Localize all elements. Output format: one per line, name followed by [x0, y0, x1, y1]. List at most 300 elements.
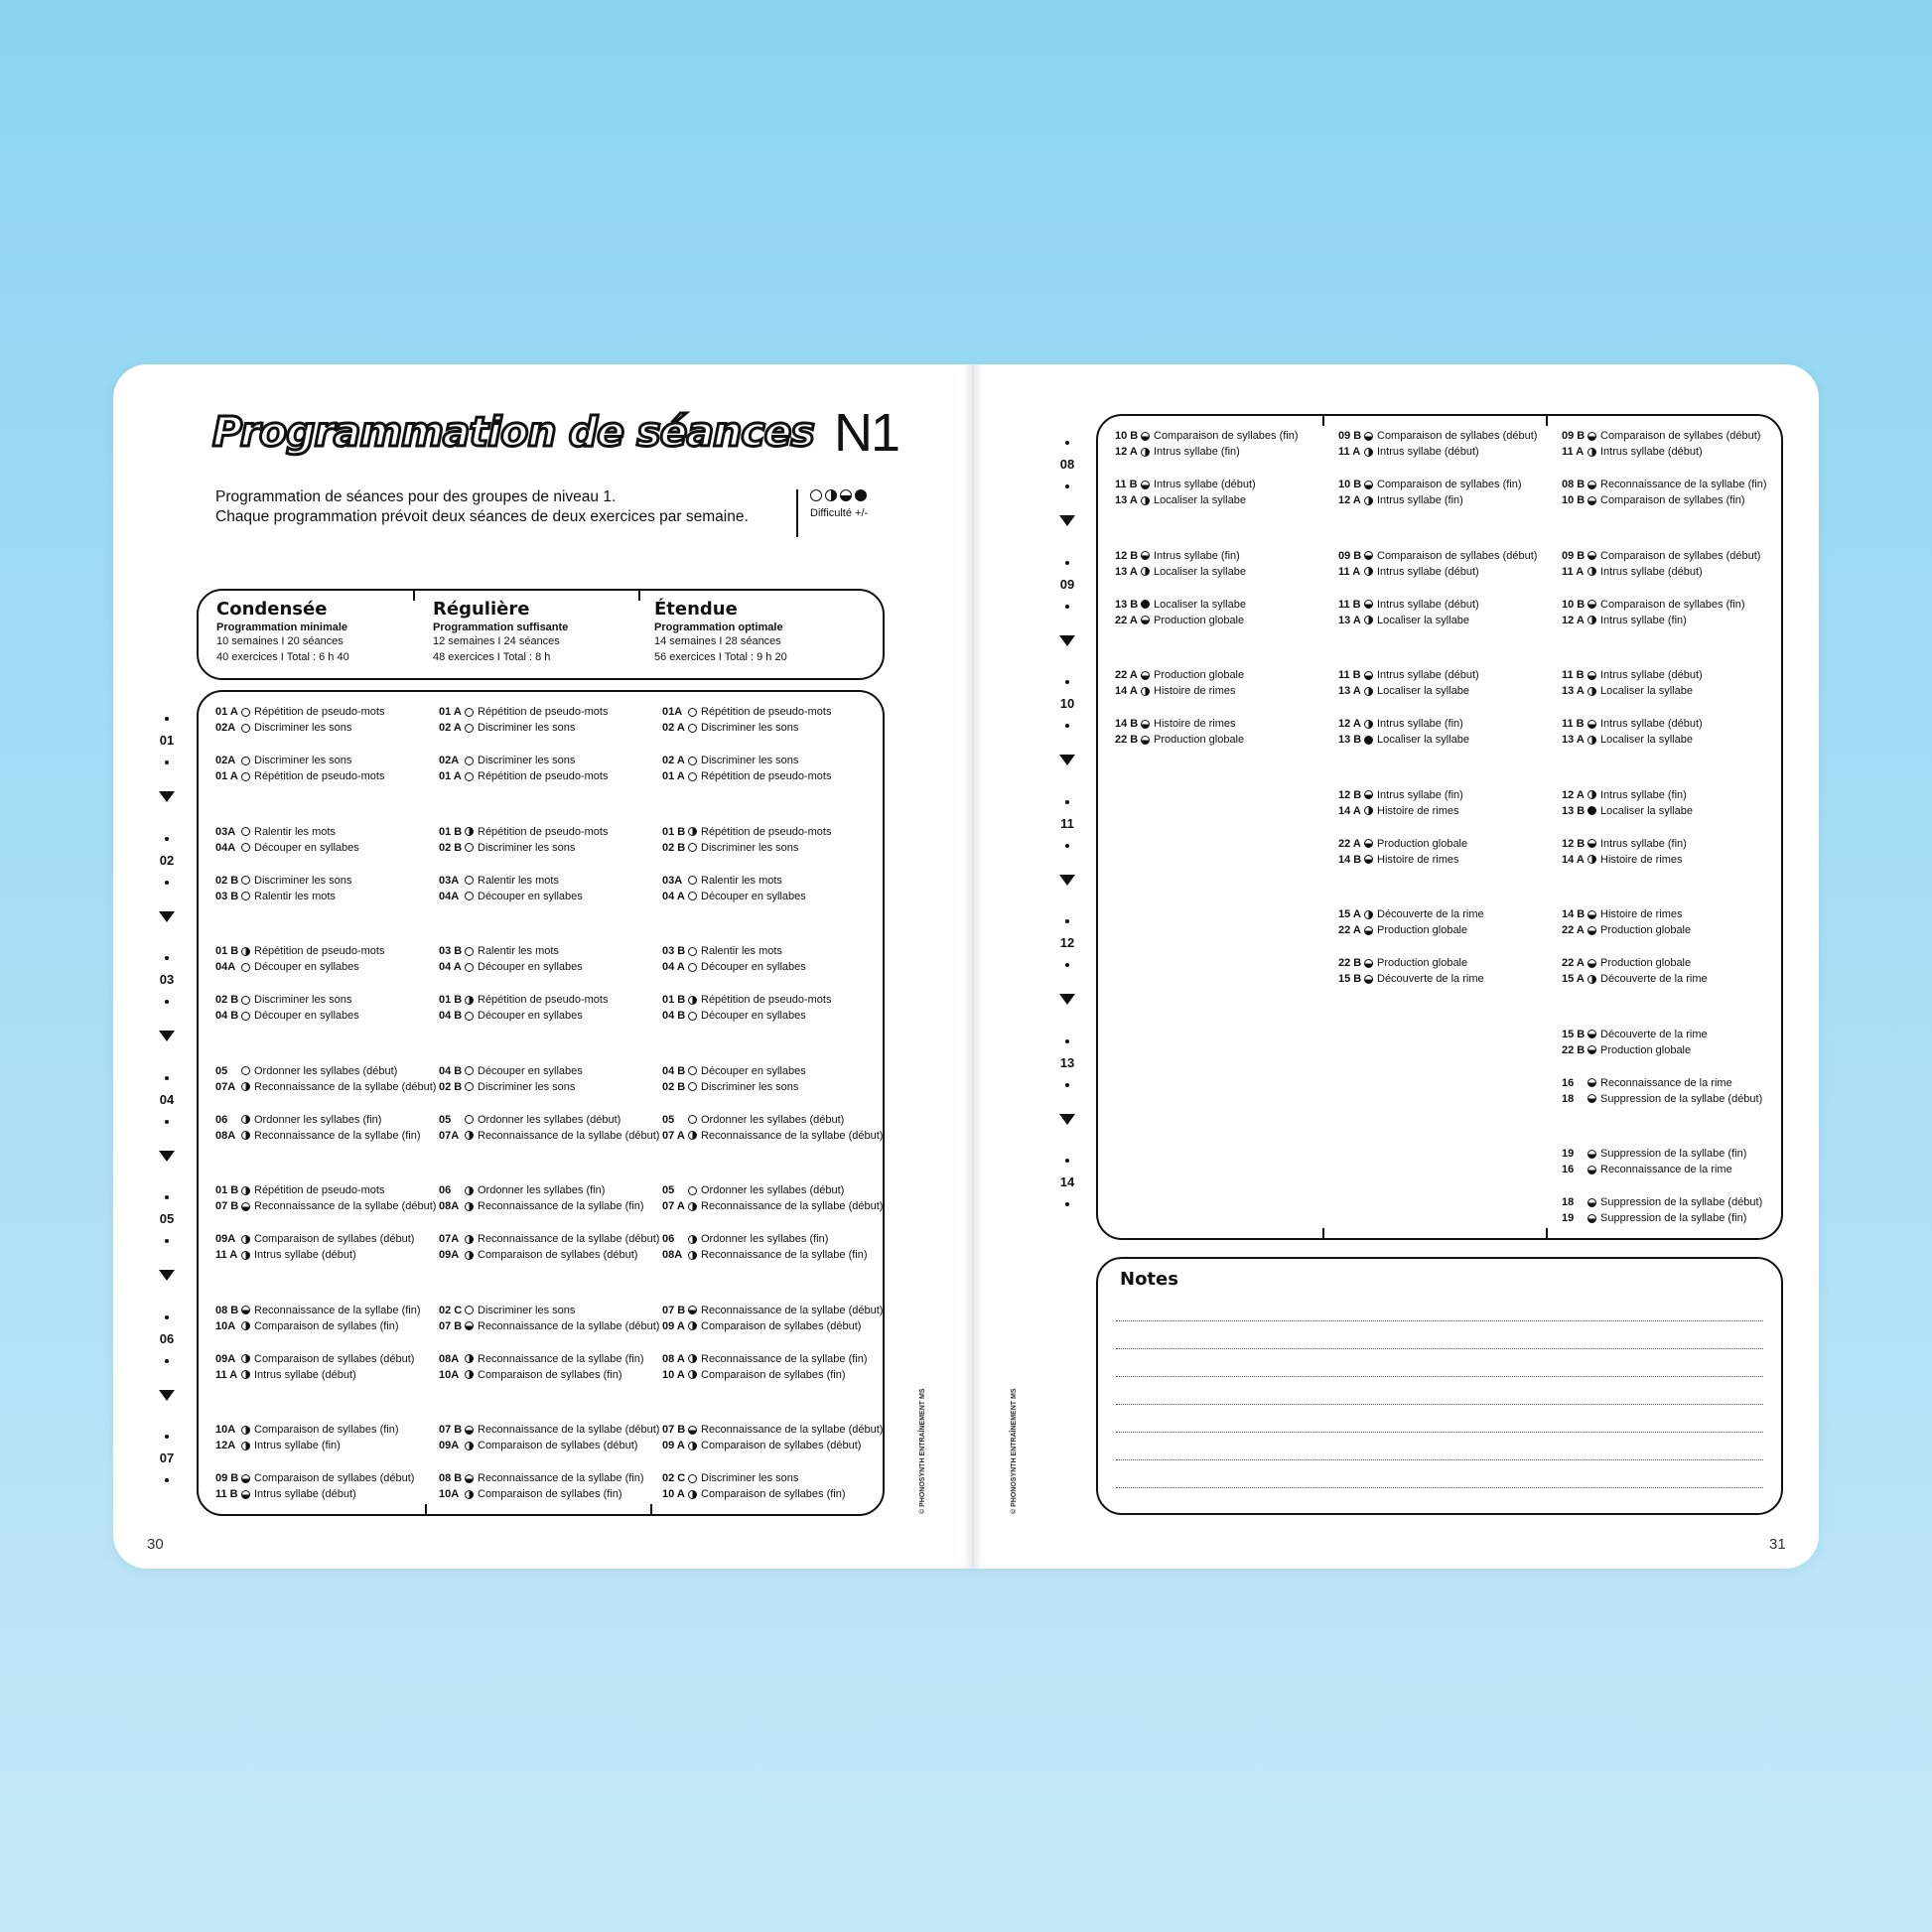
exercise-code: 22 A: [1338, 837, 1361, 850]
session-pair: [215, 824, 359, 856]
exercise-entry: [439, 1351, 644, 1367]
exercise-entry: [662, 943, 806, 959]
difficulty-icon: [1364, 496, 1373, 505]
exercise-entry: [1338, 787, 1463, 803]
exercise-entry: [662, 1470, 846, 1486]
exercise-code: 06: [215, 1113, 228, 1126]
exercise-entry: [662, 768, 831, 784]
session-pair: [439, 1182, 644, 1214]
exercise-code: 01 B: [215, 1184, 239, 1196]
exercise-entry: [1562, 613, 1745, 628]
session-pair: [1338, 836, 1467, 868]
session-pair: [1338, 906, 1484, 938]
session-pair: [662, 753, 831, 784]
difficulty-icon: [465, 708, 474, 717]
difficulty-icon: [1587, 1094, 1596, 1103]
week-arrow-icon: [159, 1031, 175, 1041]
exercise-code: 01 A: [215, 770, 238, 782]
intro-line: Programmation de séances pour des groupes de niveau 1.: [215, 488, 617, 505]
exercise-code: 14 B: [1562, 908, 1586, 920]
exercise-label: Ralentir les mots: [701, 874, 782, 887]
exercise-entry: [1562, 1091, 1762, 1107]
exercise-entry: [1338, 922, 1484, 938]
exercise-entry: [1338, 667, 1479, 683]
difficulty-icon: [688, 1012, 697, 1021]
week-dot: [165, 1315, 169, 1319]
exercise-entry: [439, 840, 608, 856]
difficulty-icon: [688, 876, 697, 885]
exercise-entry: [215, 943, 384, 959]
exercise-label: Discriminer les sons: [254, 994, 352, 1006]
exercise-code: 13 A: [1115, 494, 1138, 506]
exercise-label: Histoire de rimes: [1600, 853, 1683, 866]
exercise-label: Intrus syllabe (fin): [254, 1440, 341, 1451]
session-pair: [662, 1470, 846, 1502]
difficulty-icon: [1587, 481, 1596, 489]
difficulty-icon: [1141, 616, 1150, 624]
exercise-label: Intrus syllabe (fin): [1377, 788, 1463, 801]
session-pair: [215, 1470, 414, 1502]
exercise-label: Localiser la syllabe: [1154, 565, 1246, 578]
exercise-code: 08A: [439, 1352, 460, 1365]
difficulty-icon: [1141, 671, 1150, 680]
exercise-entry: [439, 943, 583, 959]
session-pair: [1338, 477, 1522, 508]
exercise-code: 01 A: [662, 770, 685, 782]
exercise-label: Comparaison de syllabes (fin): [254, 1424, 399, 1436]
exercise-code: 09A: [215, 1233, 236, 1245]
exercise-entry: [1562, 1027, 1708, 1042]
exercise-entry: [215, 873, 351, 889]
difficulty-icon: [1587, 567, 1596, 576]
week-dot: [1065, 963, 1069, 967]
exercise-code: 12 A: [1338, 718, 1361, 730]
exercise-code: 22 B: [1562, 1043, 1586, 1056]
copyright: © PHONOSYNTH ENTRAÎNEMENT MS: [1011, 1388, 1018, 1514]
exercise-label: Comparaison de syllabes (fin): [254, 1319, 399, 1332]
exercise-code: 07 B: [662, 1304, 686, 1316]
week-dot: [1065, 561, 1069, 565]
sessions-grid-right: [1096, 414, 1783, 1240]
exercise-label: Répétition de pseudo-mots: [478, 825, 609, 838]
exercise-entry: [662, 753, 831, 768]
programme-name: Condensée: [216, 599, 328, 620]
exercise-label: Ralentir les mots: [254, 890, 336, 902]
programme-condensee: [216, 599, 425, 665]
exercise-code: 13 B: [1338, 734, 1362, 746]
session-pair: [662, 1303, 883, 1334]
exercise-code: 13 A: [1338, 614, 1361, 626]
exercise-label: Reconnaissance de la syllabe (début): [701, 1424, 884, 1436]
exercise-entry: [1562, 803, 1693, 819]
exercise-code: 05: [439, 1113, 452, 1126]
exercise-entry: [1115, 613, 1246, 628]
difficulty-icon: [241, 724, 250, 733]
exercise-label: Intrus syllabe (début): [1600, 446, 1703, 458]
week-markers-right: [1047, 364, 1087, 1569]
exercise-entry: [439, 992, 608, 1008]
session-pair: [662, 824, 831, 856]
exercise-code: 01A: [662, 706, 683, 718]
difficulty-icon: [1587, 1166, 1596, 1174]
difficulty-icon: [241, 1066, 250, 1075]
exercise-entry: [1562, 492, 1767, 508]
difficulty-icon: [688, 1115, 697, 1124]
exercise-label: Localiser la syllabe: [1154, 598, 1246, 611]
difficulty-icon: [1141, 687, 1150, 696]
exercise-entry: [1562, 836, 1687, 852]
exercise-code: 10 A: [662, 1368, 685, 1381]
difficulty-icon: [241, 1370, 250, 1379]
session-pair: [1562, 428, 1760, 460]
difficulty-icon: [465, 892, 474, 900]
week-dot: [165, 717, 169, 721]
week-arrow-icon: [159, 1270, 175, 1281]
week-arrow-icon: [1059, 635, 1075, 646]
exercise-label: Localiser la syllabe: [1600, 804, 1693, 817]
exercise-code: 03 B: [662, 945, 686, 957]
exercise-label: Intrus syllabe (début): [1600, 565, 1703, 578]
difficulty-icon: [1364, 720, 1373, 729]
difficulty-icon: [465, 1012, 474, 1021]
difficulty-icon: [1587, 1030, 1596, 1038]
exercise-code: 13 A: [1562, 734, 1585, 746]
difficulty-icon: [1587, 448, 1596, 457]
exercise-entry: [1115, 444, 1299, 460]
exercise-label: Comparaison de syllabes (début): [254, 1472, 415, 1484]
exercise-entry: [1338, 548, 1537, 564]
difficulty-icon: [241, 1082, 250, 1091]
exercise-label: Discriminer les sons: [701, 841, 799, 854]
week-dot: [165, 1120, 169, 1124]
exercise-entry: [439, 1318, 659, 1334]
exercise-label: Production globale: [1377, 924, 1468, 936]
exercise-code: 04 B: [662, 1010, 686, 1022]
exercise-label: Intrus syllabe (fin): [1377, 718, 1463, 730]
exercise-entry: [439, 1470, 644, 1486]
exercise-label: Histoire de rimes: [1600, 908, 1683, 920]
exercise-entry: [439, 1079, 583, 1095]
session-pair: [1562, 836, 1687, 868]
exercise-code: 09 B: [215, 1472, 239, 1484]
exercise-code: 03A: [662, 874, 683, 887]
exercise-label: Répétition de pseudo-mots: [701, 994, 832, 1006]
exercise-code: 13 B: [1562, 804, 1586, 817]
difficulty-icon: [1141, 481, 1150, 489]
exercise-entry: [1562, 548, 1760, 564]
exercise-code: 14 A: [1115, 685, 1138, 697]
exercise-code: 12A: [215, 1440, 236, 1451]
exercise-entry: [1562, 597, 1745, 613]
difficulty-icon: [465, 1321, 474, 1330]
exercise-entry: [215, 1486, 414, 1502]
week-arrow-icon: [1059, 1114, 1075, 1125]
exercise-entry: [662, 1112, 883, 1128]
session-pair: [1338, 548, 1537, 580]
programme-header: [197, 589, 885, 680]
exercise-entry: [215, 1182, 436, 1198]
exercise-label: Intrus syllabe (début): [1154, 479, 1256, 490]
exercise-entry: [215, 959, 384, 975]
exercise-label: Reconnaissance de la syllabe (début): [254, 1200, 437, 1212]
difficulty-icon: [688, 1066, 697, 1075]
exercise-entry: [439, 1128, 659, 1144]
difficulty-icon: [465, 1186, 474, 1195]
divider: [1322, 1228, 1324, 1238]
exercise-label: Suppression de la syllabe (fin): [1600, 1148, 1747, 1160]
exercise-entry: [215, 1367, 414, 1383]
week-dot: [165, 881, 169, 885]
exercise-code: 10 B: [1562, 494, 1586, 506]
exercise-code: 12 A: [1338, 494, 1361, 506]
exercise-label: Histoire de rimes: [1154, 718, 1236, 730]
session-pair: [1338, 716, 1469, 748]
week-number: 08: [1059, 457, 1075, 472]
exercise-label: Reconnaissance de la syllabe (début): [478, 1129, 660, 1142]
difficulty-icon: [1587, 432, 1596, 441]
exercise-label: Ralentir les mots: [701, 945, 782, 957]
exercise-code: 04 A: [662, 890, 685, 902]
exercise-code: 02 C: [662, 1472, 686, 1484]
exercise-entry: [1115, 548, 1246, 564]
exercise-code: 01 B: [662, 994, 686, 1006]
exercise-label: Comparaison de syllabes (fin): [1600, 598, 1745, 611]
exercise-entry: [215, 768, 384, 784]
exercise-entry: [1562, 564, 1760, 580]
week-dot: [1065, 844, 1069, 848]
exercise-entry: [1338, 732, 1469, 748]
session-pair: [215, 873, 351, 904]
exercise-code: 02 C: [439, 1304, 463, 1316]
exercise-entry: [1562, 428, 1760, 444]
difficulty-icon: [1141, 551, 1150, 560]
exercise-label: Reconnaissance de la syllabe (fin): [478, 1200, 644, 1212]
session-pair: [439, 1231, 659, 1263]
exercise-code: 08 B: [1562, 479, 1586, 490]
difficulty-icon: [1587, 1078, 1596, 1087]
exercise-label: Comparaison de syllabes (début): [1377, 430, 1538, 442]
exercise-code: 07A: [439, 1129, 460, 1142]
divider: [650, 1504, 652, 1514]
exercise-code: 16: [1562, 1076, 1575, 1089]
difficulty-icon: [1364, 432, 1373, 441]
week-arrow-icon: [159, 911, 175, 922]
exercise-label: Discriminer les sons: [254, 874, 352, 887]
exercise-code: 22 B: [1338, 957, 1362, 969]
exercise-label: Reconnaissance de la rime: [1600, 1164, 1732, 1175]
difficulty-legend: [796, 489, 868, 537]
session-pair: [662, 873, 806, 904]
session-pair: [1338, 667, 1479, 699]
week-dot: [1065, 1202, 1069, 1206]
exercise-entry: [439, 1367, 644, 1383]
exercise-entry: [1338, 803, 1463, 819]
exercise-label: Comparaison de syllabes (fin): [478, 1488, 622, 1500]
week-arrow-icon: [159, 1151, 175, 1162]
session-pair: [439, 1112, 659, 1144]
exercise-code: 04 B: [439, 1064, 463, 1077]
programme-detail: 56 exercices I Total : 9 h 20: [654, 651, 787, 663]
exercise-entry: [662, 889, 806, 904]
week-dot: [1065, 605, 1069, 609]
exercise-code: 09 B: [1338, 549, 1362, 562]
session-pair: [439, 704, 608, 736]
page-gutter: [963, 364, 983, 1569]
difficulty-icon: [688, 1442, 697, 1450]
exercise-entry: [439, 873, 583, 889]
difficulty-icon: [688, 1321, 697, 1330]
divider: [1546, 416, 1548, 426]
week-markers-left: [147, 364, 187, 1569]
quarter-circle-icon: [825, 489, 837, 501]
exercise-entry: [439, 1231, 659, 1247]
difficulty-icon: [465, 1251, 474, 1260]
exercise-code: 22 A: [1115, 669, 1138, 681]
notes-box[interactable]: [1096, 1257, 1783, 1515]
full-circle-icon: [855, 489, 867, 501]
week-dot: [165, 1359, 169, 1363]
exercise-label: Suppression de la syllabe (début): [1600, 1196, 1763, 1208]
exercise-code: 07 A: [662, 1200, 685, 1212]
week-number: 04: [159, 1091, 175, 1107]
difficulty-icon: [241, 1186, 250, 1195]
exercise-label: Ordonner les syllabes (fin): [478, 1184, 606, 1196]
exercise-entry: [215, 1247, 414, 1263]
difficulty-icon: [465, 1490, 474, 1499]
difficulty-icon: [1587, 1150, 1596, 1159]
exercise-entry: [215, 1198, 436, 1214]
exercise-entry: [1338, 716, 1469, 732]
difficulty-icon: [241, 1131, 250, 1140]
exercise-label: Discriminer les sons: [701, 1080, 799, 1093]
week-dot: [1065, 441, 1069, 445]
exercise-entry: [662, 824, 831, 840]
week-dot: [165, 837, 169, 841]
intro-text: [215, 487, 811, 527]
week-number: 06: [159, 1330, 175, 1346]
programme-name: Régulière: [433, 599, 530, 620]
exercise-code: 01 B: [215, 945, 239, 957]
exercise-code: 15 A: [1338, 908, 1361, 920]
week-dot: [1065, 724, 1069, 728]
difficulty-icon: [241, 892, 250, 900]
difficulty-icon: [688, 708, 697, 717]
week-dot: [1065, 1083, 1069, 1087]
exercise-code: 01 A: [439, 770, 462, 782]
week-dot: [165, 1239, 169, 1243]
exercise-entry: [1562, 716, 1703, 732]
exercise-label: Localiser la syllabe: [1600, 685, 1693, 697]
exercise-label: Intrus syllabe (fin): [1377, 494, 1463, 506]
exercise-label: Histoire de rimes: [1377, 804, 1459, 817]
exercise-label: Découper en syllabes: [478, 961, 583, 973]
exercise-entry: [439, 768, 608, 784]
copyright: © PHONOSYNTH ENTRAÎNEMENT MS: [919, 1388, 926, 1514]
session-pair: [1562, 1027, 1708, 1058]
difficulty-icon: [465, 1082, 474, 1091]
exercise-label: Intrus syllabe (début): [254, 1488, 356, 1500]
exercise-label: Comparaison de syllabes (fin): [701, 1368, 846, 1381]
exercise-entry: [1562, 922, 1691, 938]
difficulty-icon: [1587, 616, 1596, 624]
session-pair: [1338, 597, 1479, 628]
exercise-code: 08 B: [215, 1304, 239, 1316]
exercise-code: 09A: [439, 1440, 460, 1451]
note-line: [1116, 1487, 1763, 1488]
difficulty-icon: [241, 827, 250, 836]
exercise-entry: [662, 1063, 806, 1079]
exercise-entry: [215, 1008, 359, 1024]
exercise-label: Comparaison de syllabes (fin): [1154, 430, 1299, 442]
exercise-entry: [215, 1470, 414, 1486]
exercise-entry: [215, 992, 359, 1008]
session-pair: [215, 704, 384, 736]
note-line: [1116, 1376, 1763, 1377]
divider: [413, 591, 415, 601]
divider: [425, 1504, 427, 1514]
intro-line: Chaque programmation prévoit deux séances de deux exercices par semaine.: [215, 508, 749, 525]
programme-detail: 12 semaines I 24 séances: [433, 635, 560, 647]
exercise-entry: [662, 992, 831, 1008]
week-dot: [165, 1478, 169, 1482]
programme-name: Étendue: [654, 599, 738, 620]
exercise-entry: [439, 720, 608, 736]
exercise-code: 13 A: [1562, 685, 1585, 697]
exercise-entry: [1338, 836, 1467, 852]
exercise-entry: [439, 704, 608, 720]
exercise-label: Ordonner les syllabes (début): [254, 1064, 398, 1077]
exercise-entry: [439, 1008, 608, 1024]
exercise-entry: [215, 1063, 436, 1079]
exercise-label: Localiser la syllabe: [1377, 614, 1469, 626]
exercise-entry: [662, 704, 831, 720]
difficulty-icon: [1587, 1214, 1596, 1223]
exercise-code: 12 A: [1115, 446, 1138, 458]
exercise-label: Reconnaissance de la syllabe (fin): [701, 1352, 868, 1365]
exercise-code: 02 B: [662, 841, 686, 854]
exercise-entry: [1338, 564, 1537, 580]
difficulty-icon: [465, 757, 474, 765]
exercise-code: 01 B: [439, 994, 463, 1006]
difficulty-icon: [241, 1306, 250, 1314]
exercise-entry: [662, 1008, 831, 1024]
exercise-label: Découverte de la rime: [1600, 1028, 1708, 1040]
exercise-label: Production globale: [1377, 957, 1468, 969]
exercise-label: Comparaison de syllabes (début): [254, 1233, 415, 1245]
exercise-label: Répétition de pseudo-mots: [254, 706, 385, 718]
exercise-code: 18: [1562, 1196, 1575, 1208]
exercise-label: Découper en syllabes: [254, 961, 359, 973]
session-pair: [1115, 667, 1244, 699]
exercise-label: Comparaison de syllabes (début): [1600, 430, 1761, 442]
week-dot: [1065, 800, 1069, 804]
exercise-label: Découper en syllabes: [701, 890, 806, 902]
exercise-code: 10A: [215, 1319, 236, 1332]
difficulty-icon: [1141, 432, 1150, 441]
programme-subtitle: Programmation minimale: [216, 621, 348, 633]
exercise-label: Localiser la syllabe: [1377, 734, 1469, 746]
difficulty-icon: [1141, 600, 1150, 609]
exercise-label: Discriminer les sons: [478, 841, 576, 854]
difficulty-icon: [1364, 855, 1373, 864]
exercise-code: 11 A: [1338, 446, 1361, 458]
difficulty-icon: [1587, 975, 1596, 984]
exercise-code: 03A: [439, 874, 460, 887]
exercise-entry: [215, 753, 384, 768]
session-pair: [439, 873, 583, 904]
exercise-entry: [215, 720, 384, 736]
exercise-code: 08 A: [662, 1352, 685, 1365]
